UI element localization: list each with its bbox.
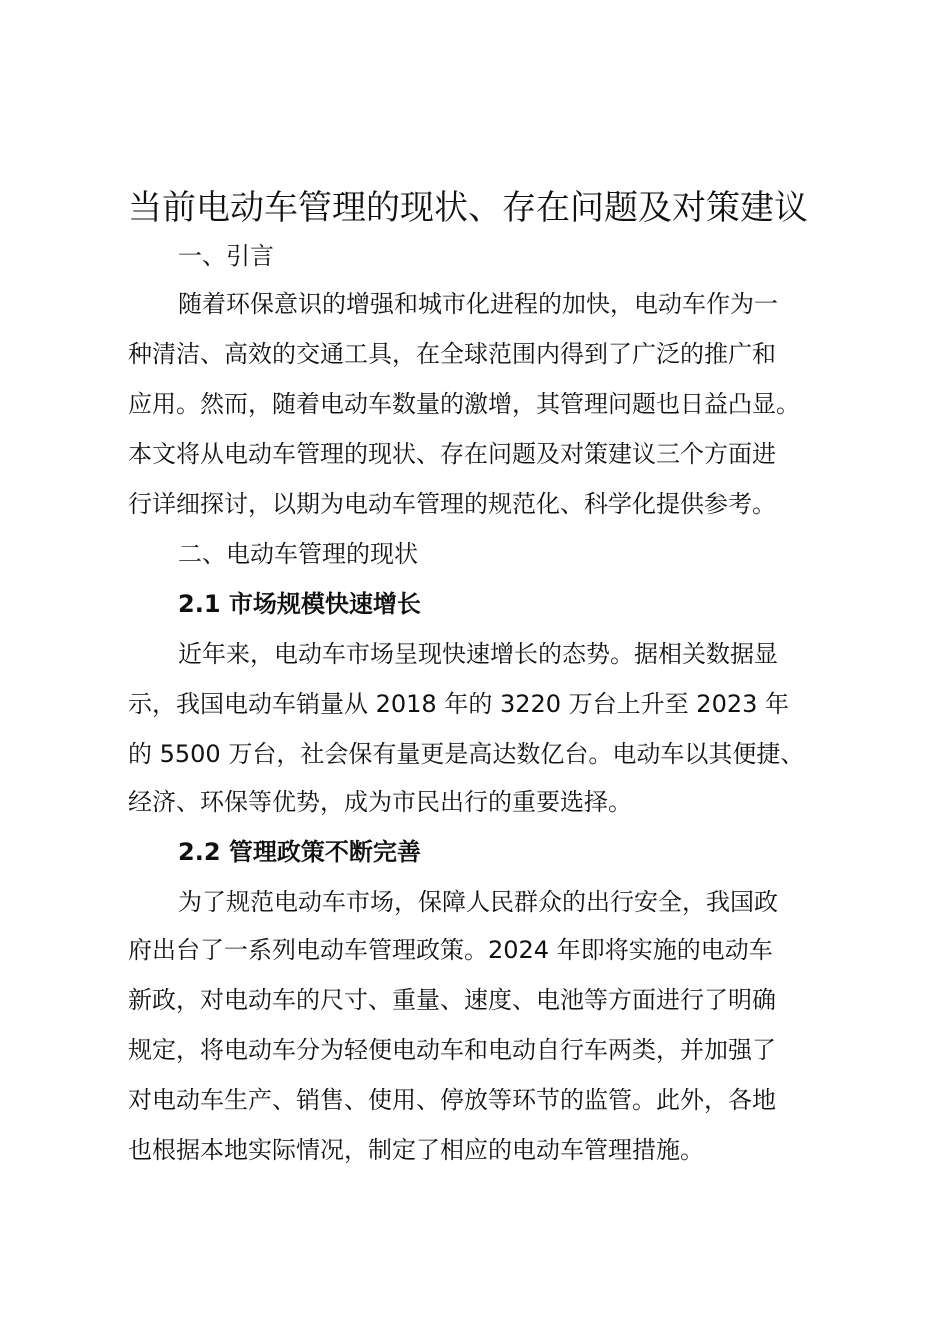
paragraph-line: 经济、环保等优势，成为市民出行的重要选择。: [128, 788, 632, 816]
paragraph-line: 的 5500 万台，社会保有量更是高达数亿台。电动车以其便捷、: [128, 740, 805, 768]
paragraph-line: 府出台了一系列电动车管理政策。2024 年即将实施的电动车: [128, 936, 773, 964]
section-heading-status: 二、电动车管理的现状: [178, 540, 418, 568]
paragraph-line: 对电动车生产、销售、使用、停放等环节的监管。此外，各地: [128, 1086, 776, 1114]
subsection-heading-2-2: 2.2 管理政策不断完善: [178, 838, 421, 866]
paragraph-line: 种清洁、高效的交通工具，在全球范围内得到了广泛的推广和: [128, 340, 776, 368]
paragraph-line: 也根据本地实际情况，制定了相应的电动车管理措施。: [128, 1136, 704, 1164]
document-title: 当前电动车管理的现状、存在问题及对策建议: [128, 188, 808, 228]
paragraph-line: 行详细探讨，以期为电动车管理的规范化、科学化提供参考。: [128, 490, 776, 518]
paragraph-line: 示，我国电动车销量从 2018 年的 3220 万台上升至 2023 年: [128, 690, 790, 718]
subsection-heading-2-1: 2.1 市场规模快速增长: [178, 590, 421, 618]
paragraph-line: 近年来，电动车市场呈现快速增长的态势。据相关数据显: [178, 640, 778, 668]
section-heading-introduction: 一、引言: [178, 242, 274, 270]
paragraph-line: 为了规范电动车市场，保障人民群众的出行安全，我国政: [178, 888, 778, 916]
paragraph-line: 随着环保意识的增强和城市化进程的加快，电动车作为一: [178, 290, 778, 318]
paragraph-line: 应用。然而，随着电动车数量的激增，其管理问题也日益凸显。: [128, 390, 800, 418]
paragraph-line: 新政，对电动车的尺寸、重量、速度、电池等方面进行了明确: [128, 986, 776, 1014]
paragraph-line: 规定，将电动车分为轻便电动车和电动自行车两类，并加强了: [128, 1036, 776, 1064]
paragraph-line: 本文将从电动车管理的现状、存在问题及对策建议三个方面进: [128, 440, 776, 468]
